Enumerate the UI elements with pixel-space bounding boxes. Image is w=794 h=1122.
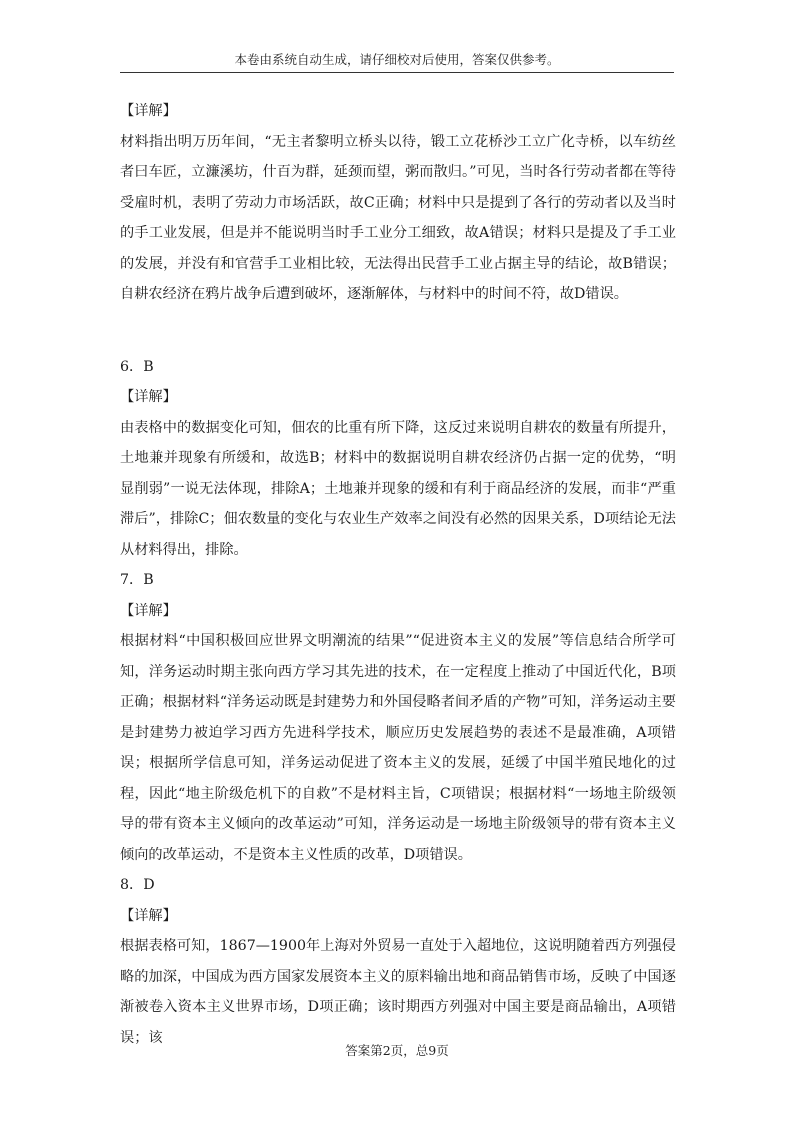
detail-label: 【详解】 xyxy=(120,103,177,119)
answer-content xyxy=(120,96,676,1053)
page-footer: 答案第2页，总9页 xyxy=(345,1043,449,1058)
page-header: 本卷由系统自动生成，请仔细校对后使用，答案仅供参考。 xyxy=(234,52,560,67)
detail-label: 【详解】 xyxy=(120,907,177,924)
question-number: 8．D xyxy=(120,877,155,893)
answer-explanation: 根据材料“中国积极回应世界文明潮流的结果”“促进资本主义的发展”等信息结合所学可知，洋务运动时期主张向西方学习其先进的技术，在一定程度上推动了中国近代化，B项正确；根据材料“洋务运动既是封建势力和外国侵略者间矛盾的产物”可知，洋务运动主要是封建势力被迫学习西方先进科学技术，顺应历史发展趋势的表述不是最准确，A项错误；根据所学信息可知，洋务运动促进了资本主义的发展，延缓了中国半殖民地化的过程，因此“地主阶级危机下的自救”不是材料主旨，C项错误；根据材料“一场地主阶级领导的带有资本主义倾向的改革运动”可知，洋务运动是一场地主阶级领导的带有资本主义倾向的改革运动，不是资本主义性质的改革，D项错误。 xyxy=(120,633,676,863)
detail-label: 【详解】 xyxy=(120,389,177,405)
answer-block-8 xyxy=(120,870,676,1053)
answer-explanation: 材料指出明万历年间，“无主者黎明立桥头以待，锻工立花桥沙工立广化寺桥，以车纺丝者曰车匠，立濂溪坊，什百为群，延颈而望，粥而散归。”可见，当时各行劳动者都在等待受雇时机，表明了劳动力市场活跃，故C正确；材料中只是提到了各行的劳动者以及当时的手工业发展，但是并不能说明当时手工业分工细致，故A错误；材料只是提及了手工业的发展，并没有和官营手工业相比较，无法得出民营手工业占据主导的结论，故B错误；自耕农经济在鸦片战争后遭到破坏，逐渐解体，与材料中的时间不符，故D错误。 xyxy=(120,133,676,302)
answer-explanation: 由表格中的数据变化可知，佃农的比重有所下降，这反过来说明自耕农的数量有所提升，土地兼并现象有所缓和，故选B；材料中的数据说明自耕农经济仍占据一定的优势，“明显削弱”一说无法体现，排除A；土地兼并现象的缓和有利于商品经济的发展，而非“严重滞后”，排除C；佃农数量的变化与农业生产效率之间没有必然的因果关系，D项结论无法从材料得出，排除。 xyxy=(120,419,676,558)
detail-label: 【详解】 xyxy=(120,602,177,619)
section-gap xyxy=(120,310,676,340)
answer-block-7 xyxy=(120,565,676,870)
answer-block-6 xyxy=(120,352,676,566)
header-divider xyxy=(120,72,674,73)
question-number: 6．B xyxy=(120,358,154,375)
question-number: 7．B xyxy=(120,572,154,588)
answer-explanation: 根据表格可知，1867—1900年上海对外贸易一直处于入超地位，这说明随着西方列强侵略的加深，中国成为西方国家发展资本主义的原料输出地和商品销售市场，反映了中国逐渐被卷入资本主义世界市场，D项正确；该时期西方列强对中国主要是商品输出，A项错误；该 xyxy=(120,938,676,1046)
answer-block-5 xyxy=(120,96,676,310)
